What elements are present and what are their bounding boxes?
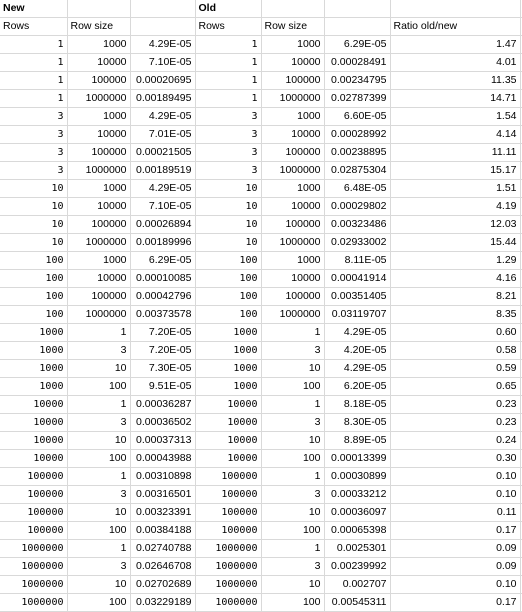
time-old-cell[interactable]: 6.20E-05 bbox=[324, 378, 390, 396]
row-size-old-cell[interactable]: 10000 bbox=[261, 270, 324, 288]
time-old-cell[interactable]: 8.11E-05 bbox=[324, 252, 390, 270]
rows-new-cell[interactable]: 100 bbox=[0, 306, 67, 324]
row-size-old-cell[interactable]: 100000 bbox=[261, 216, 324, 234]
time-new-cell[interactable]: 0.00316501 bbox=[130, 486, 195, 504]
time-old-cell[interactable]: 0.00029802 bbox=[324, 198, 390, 216]
row-size-new-cell[interactable]: 1 bbox=[67, 468, 130, 486]
ratio-cell[interactable]: 0.59 bbox=[390, 360, 520, 378]
empty-cell[interactable] bbox=[324, 0, 390, 18]
rows-new-cell[interactable]: 100000 bbox=[0, 486, 67, 504]
empty-cell[interactable] bbox=[390, 0, 520, 18]
ratio-cell[interactable]: 0.30 bbox=[390, 450, 520, 468]
rows-old-cell[interactable]: 1000 bbox=[195, 324, 261, 342]
time-old-cell[interactable]: 0.02787399 bbox=[324, 90, 390, 108]
time-new-cell[interactable]: 7.10E-05 bbox=[130, 54, 195, 72]
header-row-size-new-cell[interactable]: Row size bbox=[67, 18, 130, 36]
table-row bbox=[0, 216, 522, 234]
ratio-cell[interactable]: 0.24 bbox=[390, 432, 520, 450]
row-size-old-cell[interactable]: 10000 bbox=[261, 126, 324, 144]
ratio-cell[interactable]: 8.35 bbox=[390, 306, 520, 324]
row-size-new-cell[interactable]: 10 bbox=[67, 360, 130, 378]
ratio-cell[interactable]: 0.58 bbox=[390, 342, 520, 360]
row-size-new-cell[interactable]: 1000000 bbox=[67, 234, 130, 252]
row-size-new-cell[interactable]: 1000 bbox=[67, 36, 130, 54]
header-row-2 bbox=[0, 18, 522, 36]
row-size-new-cell[interactable]: 1 bbox=[67, 540, 130, 558]
ratio-cell[interactable]: 0.10 bbox=[390, 576, 520, 594]
rows-old-cell[interactable]: 3 bbox=[195, 144, 261, 162]
time-new-cell[interactable]: 6.29E-05 bbox=[130, 252, 195, 270]
ratio-cell[interactable]: 0.60 bbox=[390, 324, 520, 342]
header-ratio-cell[interactable]: Ratio old/new bbox=[390, 18, 520, 36]
table-row bbox=[0, 108, 522, 126]
time-old-cell[interactable]: 0.00238895 bbox=[324, 144, 390, 162]
ratio-cell[interactable]: 0.10 bbox=[390, 468, 520, 486]
rows-new-cell[interactable]: 1000000 bbox=[0, 540, 67, 558]
time-old-cell[interactable]: 0.0025301 bbox=[324, 540, 390, 558]
empty-cell[interactable] bbox=[67, 0, 130, 18]
table-row bbox=[0, 342, 522, 360]
row-size-new-cell[interactable]: 1000 bbox=[67, 252, 130, 270]
rows-old-cell[interactable]: 10 bbox=[195, 216, 261, 234]
table-row bbox=[0, 144, 522, 162]
ratio-cell[interactable]: 0.17 bbox=[390, 594, 520, 612]
row-size-new-cell[interactable]: 10000 bbox=[67, 270, 130, 288]
row-size-old-cell[interactable]: 1000000 bbox=[261, 90, 324, 108]
ratio-cell[interactable]: 0.10 bbox=[390, 486, 520, 504]
time-old-cell[interactable]: 0.00030899 bbox=[324, 468, 390, 486]
rows-new-cell[interactable]: 1000 bbox=[0, 360, 67, 378]
row-size-old-cell[interactable]: 3 bbox=[261, 414, 324, 432]
rows-new-cell[interactable]: 100000 bbox=[0, 468, 67, 486]
ratio-cell[interactable]: 0.23 bbox=[390, 396, 520, 414]
ratio-cell[interactable]: 4.19 bbox=[390, 198, 520, 216]
rows-new-cell[interactable]: 10 bbox=[0, 198, 67, 216]
time-old-cell[interactable]: 0.00041914 bbox=[324, 270, 390, 288]
rows-old-cell[interactable]: 3 bbox=[195, 126, 261, 144]
row-size-old-cell[interactable]: 10 bbox=[261, 576, 324, 594]
time-old-cell[interactable]: 4.29E-05 bbox=[324, 360, 390, 378]
time-new-cell[interactable]: 0.00036287 bbox=[130, 396, 195, 414]
table-row bbox=[0, 90, 522, 108]
rows-old-cell[interactable]: 1 bbox=[195, 90, 261, 108]
rows-old-cell[interactable]: 10000 bbox=[195, 396, 261, 414]
row-size-new-cell[interactable]: 100000 bbox=[67, 216, 130, 234]
ratio-cell[interactable]: 0.09 bbox=[390, 540, 520, 558]
rows-new-cell[interactable]: 10 bbox=[0, 180, 67, 198]
rows-old-cell[interactable]: 100000 bbox=[195, 504, 261, 522]
row-size-old-cell[interactable]: 3 bbox=[261, 558, 324, 576]
row-size-new-cell[interactable]: 10 bbox=[67, 576, 130, 594]
table-row bbox=[0, 594, 522, 612]
row-size-old-cell[interactable]: 3 bbox=[261, 342, 324, 360]
table-row bbox=[0, 450, 522, 468]
row-size-new-cell[interactable]: 100 bbox=[67, 450, 130, 468]
time-new-cell[interactable]: 0.00373578 bbox=[130, 306, 195, 324]
empty-cell[interactable] bbox=[130, 0, 195, 18]
time-new-cell[interactable]: 0.00021505 bbox=[130, 144, 195, 162]
rows-new-cell[interactable]: 10 bbox=[0, 234, 67, 252]
table-row bbox=[0, 432, 522, 450]
table-row bbox=[0, 522, 522, 540]
ratio-cell[interactable]: 8.21 bbox=[390, 288, 520, 306]
time-new-cell[interactable]: 0.02646708 bbox=[130, 558, 195, 576]
table-row bbox=[0, 360, 522, 378]
rows-new-cell[interactable]: 1 bbox=[0, 36, 67, 54]
rows-old-cell[interactable]: 1000 bbox=[195, 342, 261, 360]
time-new-cell[interactable]: 0.00310898 bbox=[130, 468, 195, 486]
header-new-cell[interactable]: New bbox=[0, 0, 67, 18]
time-new-cell[interactable]: 7.01E-05 bbox=[130, 126, 195, 144]
rows-new-cell[interactable]: 100 bbox=[0, 252, 67, 270]
time-new-cell[interactable]: 0.03229189 bbox=[130, 594, 195, 612]
row-size-old-cell[interactable]: 1000 bbox=[261, 108, 324, 126]
table-row bbox=[0, 306, 522, 324]
time-new-cell[interactable]: 0.00020695 bbox=[130, 72, 195, 90]
time-old-cell[interactable]: 0.00323486 bbox=[324, 216, 390, 234]
table-row bbox=[0, 54, 522, 72]
time-old-cell[interactable]: 0.002707 bbox=[324, 576, 390, 594]
rows-new-cell[interactable]: 3 bbox=[0, 108, 67, 126]
table-row bbox=[0, 396, 522, 414]
rows-old-cell[interactable]: 100 bbox=[195, 306, 261, 324]
table-row bbox=[0, 558, 522, 576]
rows-new-cell[interactable]: 10000 bbox=[0, 414, 67, 432]
row-size-new-cell[interactable]: 1 bbox=[67, 324, 130, 342]
rows-new-cell[interactable]: 1000000 bbox=[0, 558, 67, 576]
time-new-cell[interactable]: 4.29E-05 bbox=[130, 108, 195, 126]
rows-old-cell[interactable]: 1 bbox=[195, 36, 261, 54]
row-size-old-cell[interactable]: 1000000 bbox=[261, 306, 324, 324]
time-new-cell[interactable]: 0.02740788 bbox=[130, 540, 195, 558]
ratio-cell[interactable]: 11.11 bbox=[390, 144, 520, 162]
rows-old-cell[interactable]: 10 bbox=[195, 180, 261, 198]
time-old-cell[interactable]: 0.00234795 bbox=[324, 72, 390, 90]
table-row bbox=[0, 162, 522, 180]
empty-cell[interactable] bbox=[130, 18, 195, 36]
table-row bbox=[0, 126, 522, 144]
time-new-cell[interactable]: 0.00189519 bbox=[130, 162, 195, 180]
time-new-cell[interactable]: 0.00189996 bbox=[130, 234, 195, 252]
time-old-cell[interactable]: 0.00239992 bbox=[324, 558, 390, 576]
time-old-cell[interactable]: 8.89E-05 bbox=[324, 432, 390, 450]
time-old-cell[interactable]: 0.00065398 bbox=[324, 522, 390, 540]
time-old-cell[interactable]: 4.29E-05 bbox=[324, 324, 390, 342]
row-size-old-cell[interactable]: 100 bbox=[261, 594, 324, 612]
rows-old-cell[interactable]: 10 bbox=[195, 234, 261, 252]
row-size-new-cell[interactable]: 3 bbox=[67, 342, 130, 360]
row-size-old-cell[interactable]: 1000000 bbox=[261, 234, 324, 252]
ratio-cell[interactable]: 11.35 bbox=[390, 72, 520, 90]
time-new-cell[interactable]: 7.10E-05 bbox=[130, 198, 195, 216]
table-row bbox=[0, 198, 522, 216]
time-new-cell[interactable]: 7.30E-05 bbox=[130, 360, 195, 378]
row-size-old-cell[interactable]: 1 bbox=[261, 396, 324, 414]
row-size-old-cell[interactable]: 1000 bbox=[261, 180, 324, 198]
row-size-old-cell[interactable]: 1 bbox=[261, 540, 324, 558]
header-rows-old-cell[interactable]: Rows bbox=[195, 18, 261, 36]
rows-new-cell[interactable]: 1 bbox=[0, 54, 67, 72]
rows-new-cell[interactable]: 3 bbox=[0, 162, 67, 180]
time-old-cell[interactable]: 6.48E-05 bbox=[324, 180, 390, 198]
row-size-new-cell[interactable]: 1000000 bbox=[67, 306, 130, 324]
rows-old-cell[interactable]: 10000 bbox=[195, 450, 261, 468]
time-new-cell[interactable]: 0.00189495 bbox=[130, 90, 195, 108]
time-old-cell[interactable]: 8.30E-05 bbox=[324, 414, 390, 432]
time-new-cell[interactable]: 9.51E-05 bbox=[130, 378, 195, 396]
rows-old-cell[interactable]: 10 bbox=[195, 198, 261, 216]
table-row bbox=[0, 36, 522, 54]
row-size-old-cell[interactable]: 1000 bbox=[261, 36, 324, 54]
rows-new-cell[interactable]: 10 bbox=[0, 216, 67, 234]
row-size-new-cell[interactable]: 100 bbox=[67, 522, 130, 540]
time-new-cell[interactable]: 7.20E-05 bbox=[130, 324, 195, 342]
rows-new-cell[interactable]: 100000 bbox=[0, 504, 67, 522]
time-old-cell[interactable]: 0.02933002 bbox=[324, 234, 390, 252]
row-size-old-cell[interactable]: 100000 bbox=[261, 288, 324, 306]
table-row bbox=[0, 504, 522, 522]
time-old-cell[interactable]: 0.00013399 bbox=[324, 450, 390, 468]
row-size-new-cell[interactable]: 100 bbox=[67, 594, 130, 612]
rows-old-cell[interactable]: 100 bbox=[195, 270, 261, 288]
row-size-old-cell[interactable]: 10000 bbox=[261, 54, 324, 72]
time-new-cell[interactable]: 0.00042796 bbox=[130, 288, 195, 306]
rows-new-cell[interactable]: 1000000 bbox=[0, 594, 67, 612]
rows-new-cell[interactable]: 1000000 bbox=[0, 576, 67, 594]
row-size-old-cell[interactable]: 10 bbox=[261, 360, 324, 378]
empty-cell[interactable] bbox=[324, 18, 390, 36]
table-row bbox=[0, 270, 522, 288]
row-size-old-cell[interactable]: 3 bbox=[261, 486, 324, 504]
row-size-new-cell[interactable]: 10000 bbox=[67, 54, 130, 72]
row-size-old-cell[interactable]: 1000000 bbox=[261, 162, 324, 180]
time-new-cell[interactable]: 0.00026894 bbox=[130, 216, 195, 234]
row-size-new-cell[interactable]: 1000000 bbox=[67, 90, 130, 108]
row-size-old-cell[interactable]: 1 bbox=[261, 324, 324, 342]
rows-old-cell[interactable]: 1 bbox=[195, 72, 261, 90]
ratio-cell[interactable]: 0.11 bbox=[390, 504, 520, 522]
time-new-cell[interactable]: 0.02702689 bbox=[130, 576, 195, 594]
rows-old-cell[interactable]: 3 bbox=[195, 108, 261, 126]
ratio-cell[interactable]: 1.29 bbox=[390, 252, 520, 270]
row-size-new-cell[interactable]: 10 bbox=[67, 432, 130, 450]
time-old-cell[interactable]: 8.18E-05 bbox=[324, 396, 390, 414]
ratio-cell[interactable]: 0.65 bbox=[390, 378, 520, 396]
row-size-old-cell[interactable]: 1000 bbox=[261, 252, 324, 270]
row-size-new-cell[interactable]: 100000 bbox=[67, 288, 130, 306]
time-old-cell[interactable]: 0.00028992 bbox=[324, 126, 390, 144]
time-new-cell[interactable]: 0.00010085 bbox=[130, 270, 195, 288]
row-size-old-cell[interactable]: 100 bbox=[261, 378, 324, 396]
rows-old-cell[interactable]: 100 bbox=[195, 288, 261, 306]
time-old-cell[interactable]: 0.00028491 bbox=[324, 54, 390, 72]
rows-old-cell[interactable]: 1000 bbox=[195, 360, 261, 378]
time-old-cell[interactable]: 0.00036097 bbox=[324, 504, 390, 522]
rows-new-cell[interactable]: 1000 bbox=[0, 378, 67, 396]
time-old-cell[interactable]: 6.60E-05 bbox=[324, 108, 390, 126]
rows-new-cell[interactable]: 1000 bbox=[0, 324, 67, 342]
time-new-cell[interactable]: 0.00043988 bbox=[130, 450, 195, 468]
rows-new-cell[interactable]: 10000 bbox=[0, 450, 67, 468]
time-new-cell[interactable]: 0.00323391 bbox=[130, 504, 195, 522]
time-new-cell[interactable]: 0.00384188 bbox=[130, 522, 195, 540]
rows-old-cell[interactable]: 100 bbox=[195, 252, 261, 270]
rows-new-cell[interactable]: 1 bbox=[0, 72, 67, 90]
ratio-cell[interactable]: 4.01 bbox=[390, 54, 520, 72]
row-size-old-cell[interactable]: 100000 bbox=[261, 144, 324, 162]
row-size-new-cell[interactable]: 10000 bbox=[67, 126, 130, 144]
row-size-old-cell[interactable]: 100 bbox=[261, 522, 324, 540]
row-size-old-cell[interactable]: 100000 bbox=[261, 72, 324, 90]
rows-old-cell[interactable]: 1000000 bbox=[195, 558, 261, 576]
row-size-new-cell[interactable]: 100000 bbox=[67, 144, 130, 162]
table-row bbox=[0, 180, 522, 198]
ratio-cell[interactable]: 4.16 bbox=[390, 270, 520, 288]
rows-old-cell[interactable]: 1000000 bbox=[195, 540, 261, 558]
ratio-cell[interactable]: 4.14 bbox=[390, 126, 520, 144]
table-row bbox=[0, 252, 522, 270]
rows-old-cell[interactable]: 1 bbox=[195, 54, 261, 72]
rows-old-cell[interactable]: 1000000 bbox=[195, 576, 261, 594]
ratio-cell[interactable]: 0.09 bbox=[390, 558, 520, 576]
ratio-cell[interactable]: 14.71 bbox=[390, 90, 520, 108]
time-old-cell[interactable]: 0.02875304 bbox=[324, 162, 390, 180]
rows-new-cell[interactable]: 3 bbox=[0, 126, 67, 144]
table-row bbox=[0, 576, 522, 594]
header-row-1 bbox=[0, 0, 522, 18]
table-row bbox=[0, 378, 522, 396]
row-size-old-cell[interactable]: 10 bbox=[261, 432, 324, 450]
ratio-cell[interactable]: 1.51 bbox=[390, 180, 520, 198]
rows-new-cell[interactable]: 10000 bbox=[0, 432, 67, 450]
row-size-new-cell[interactable]: 1000 bbox=[67, 108, 130, 126]
row-size-new-cell[interactable]: 1000000 bbox=[67, 162, 130, 180]
time-old-cell[interactable]: 0.00351405 bbox=[324, 288, 390, 306]
rows-old-cell[interactable]: 10000 bbox=[195, 414, 261, 432]
rows-old-cell[interactable]: 1000 bbox=[195, 378, 261, 396]
ratio-cell[interactable]: 0.17 bbox=[390, 522, 520, 540]
time-new-cell[interactable]: 7.20E-05 bbox=[130, 342, 195, 360]
table-row bbox=[0, 414, 522, 432]
rows-new-cell[interactable]: 100 bbox=[0, 270, 67, 288]
rows-new-cell[interactable]: 10000 bbox=[0, 396, 67, 414]
time-old-cell[interactable]: 0.00545311 bbox=[324, 594, 390, 612]
time-old-cell[interactable]: 6.29E-05 bbox=[324, 36, 390, 54]
table-row bbox=[0, 288, 522, 306]
time-new-cell[interactable]: 4.29E-05 bbox=[130, 36, 195, 54]
rows-old-cell[interactable]: 100000 bbox=[195, 486, 261, 504]
rows-new-cell[interactable]: 1 bbox=[0, 90, 67, 108]
row-size-old-cell[interactable]: 100 bbox=[261, 450, 324, 468]
header-rows-new-cell[interactable]: Rows bbox=[0, 18, 67, 36]
ratio-cell[interactable]: 1.47 bbox=[390, 36, 520, 54]
ratio-cell[interactable]: 12.03 bbox=[390, 216, 520, 234]
row-size-new-cell[interactable]: 1 bbox=[67, 396, 130, 414]
header-row-size-old-cell[interactable]: Row size bbox=[261, 18, 324, 36]
rows-new-cell[interactable]: 100000 bbox=[0, 522, 67, 540]
rows-old-cell[interactable]: 100000 bbox=[195, 522, 261, 540]
row-size-old-cell[interactable]: 1 bbox=[261, 468, 324, 486]
time-old-cell[interactable]: 0.00033212 bbox=[324, 486, 390, 504]
time-new-cell[interactable]: 0.00036502 bbox=[130, 414, 195, 432]
row-size-new-cell[interactable]: 100 bbox=[67, 378, 130, 396]
header-old-cell[interactable]: Old bbox=[195, 0, 261, 18]
row-size-new-cell[interactable]: 100000 bbox=[67, 72, 130, 90]
rows-new-cell[interactable]: 3 bbox=[0, 144, 67, 162]
rows-new-cell[interactable]: 1000 bbox=[0, 342, 67, 360]
ratio-cell[interactable]: 15.17 bbox=[390, 162, 520, 180]
time-old-cell[interactable]: 0.03119707 bbox=[324, 306, 390, 324]
table-row bbox=[0, 486, 522, 504]
row-size-new-cell[interactable]: 3 bbox=[67, 558, 130, 576]
rows-old-cell[interactable]: 3 bbox=[195, 162, 261, 180]
rows-old-cell[interactable]: 10000 bbox=[195, 432, 261, 450]
time-old-cell[interactable]: 4.20E-05 bbox=[324, 342, 390, 360]
row-size-old-cell[interactable]: 10000 bbox=[261, 198, 324, 216]
table-row bbox=[0, 324, 522, 342]
row-size-new-cell[interactable]: 1000 bbox=[67, 180, 130, 198]
time-new-cell[interactable]: 0.00037313 bbox=[130, 432, 195, 450]
rows-old-cell[interactable]: 1000000 bbox=[195, 594, 261, 612]
table-row bbox=[0, 468, 522, 486]
table-row bbox=[0, 540, 522, 558]
empty-cell[interactable] bbox=[261, 0, 324, 18]
row-size-old-cell[interactable]: 10 bbox=[261, 504, 324, 522]
rows-new-cell[interactable]: 100 bbox=[0, 288, 67, 306]
ratio-cell[interactable]: 15.44 bbox=[390, 234, 520, 252]
row-size-new-cell[interactable]: 10 bbox=[67, 504, 130, 522]
row-size-new-cell[interactable]: 10000 bbox=[67, 198, 130, 216]
rows-old-cell[interactable]: 100000 bbox=[195, 468, 261, 486]
row-size-new-cell[interactable]: 3 bbox=[67, 414, 130, 432]
row-size-new-cell[interactable]: 3 bbox=[67, 486, 130, 504]
table-row bbox=[0, 72, 522, 90]
table-row bbox=[0, 234, 522, 252]
ratio-cell[interactable]: 0.23 bbox=[390, 414, 520, 432]
ratio-cell[interactable]: 1.54 bbox=[390, 108, 520, 126]
time-new-cell[interactable]: 4.29E-05 bbox=[130, 180, 195, 198]
